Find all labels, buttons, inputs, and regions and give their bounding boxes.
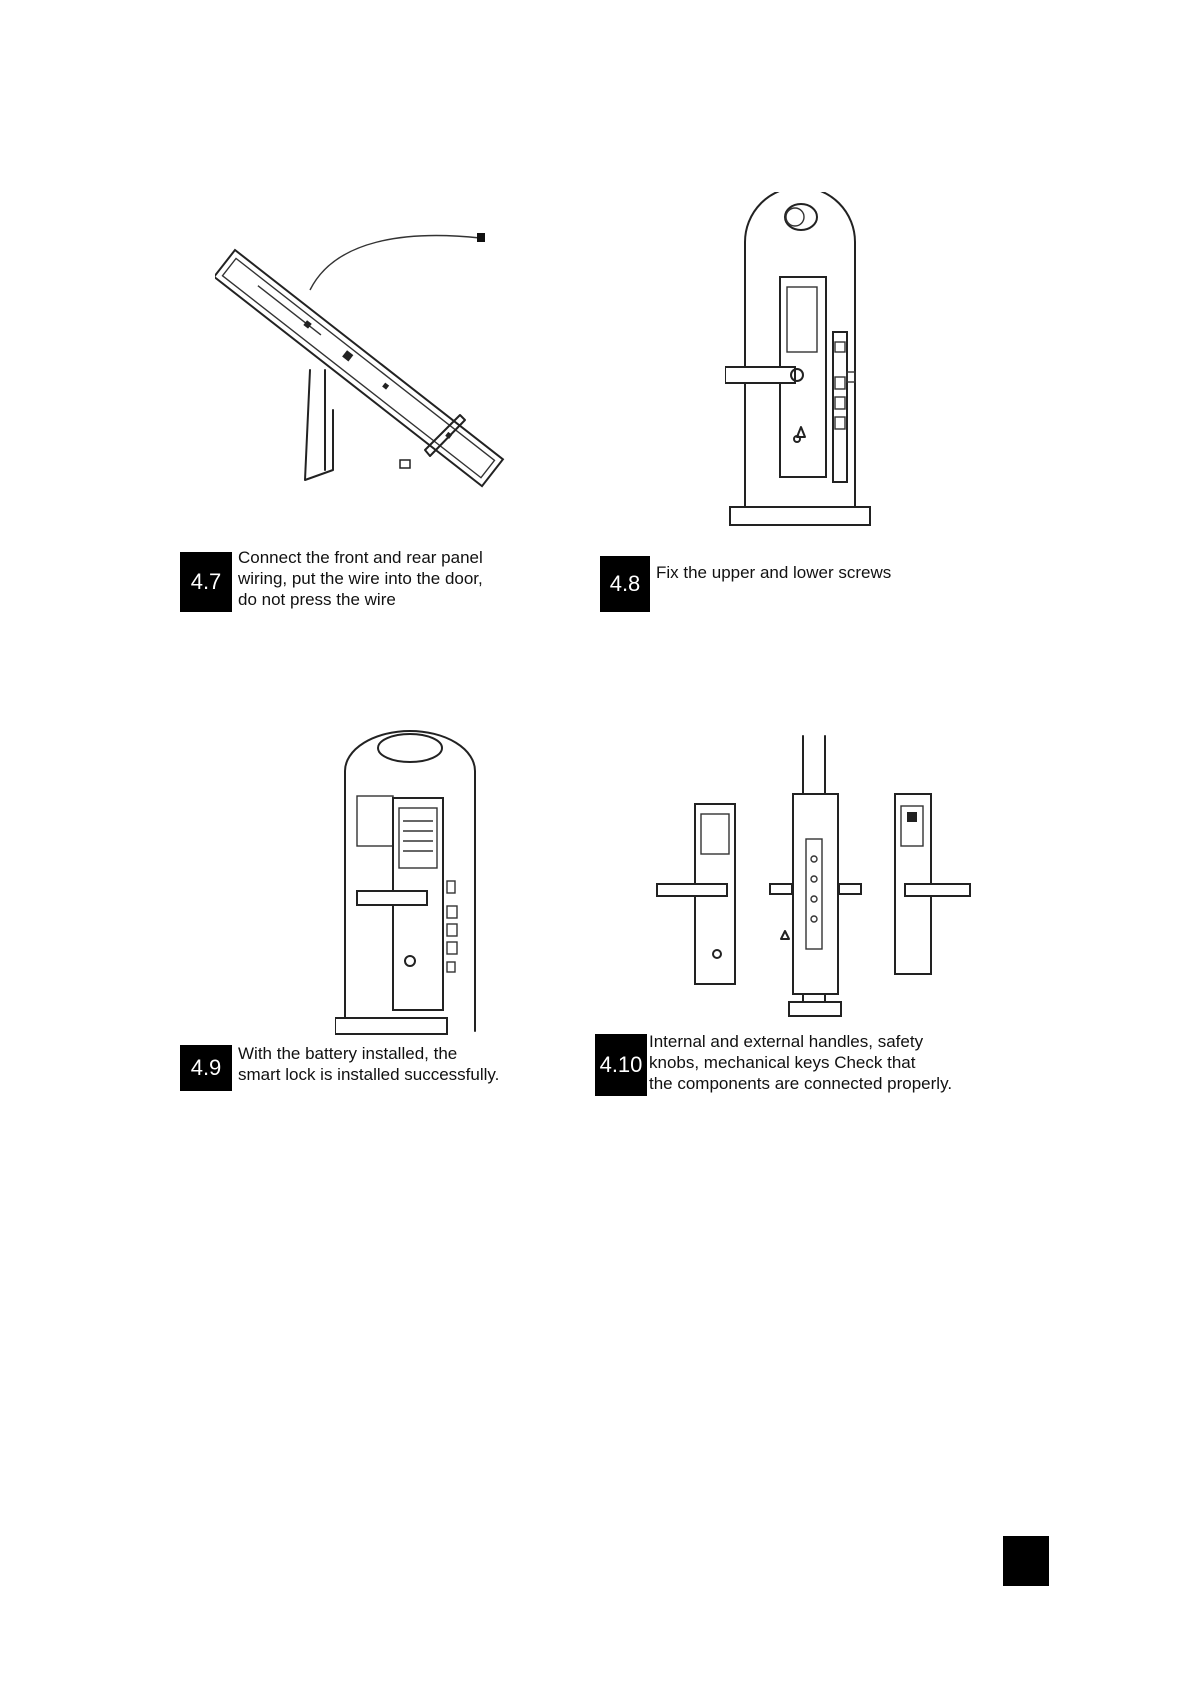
step-caption: Fix the upper and lower screws: [656, 563, 892, 582]
illustration-4-10-components: [655, 734, 975, 1024]
step-4-10: [595, 1028, 952, 1096]
step-number-badge: 4.7: [180, 552, 232, 612]
step-4-7: [180, 547, 483, 612]
illustration-4-9-battery: [335, 726, 490, 1036]
step-caption: Connect the front and rear panel wiring, put the wire into the door, do not press the wire: [238, 547, 483, 609]
page-number-block: [1003, 1536, 1049, 1586]
step-number-badge: 4.10: [595, 1034, 647, 1096]
step-4-8: [600, 556, 891, 612]
step-number-badge: 4.8: [600, 556, 650, 612]
illustration-4-7-wiring: [215, 220, 515, 530]
step-caption: Internal and external handles, safety knobs, mechanical keys Check that the components are connected properly.: [649, 1031, 953, 1093]
step-number-badge: 4.9: [180, 1045, 232, 1091]
step-caption: With the battery installed, the smart lock is installed successfully.: [238, 1044, 500, 1084]
illustration-4-8-screws: [725, 192, 875, 526]
step-4-9: [180, 1045, 499, 1091]
